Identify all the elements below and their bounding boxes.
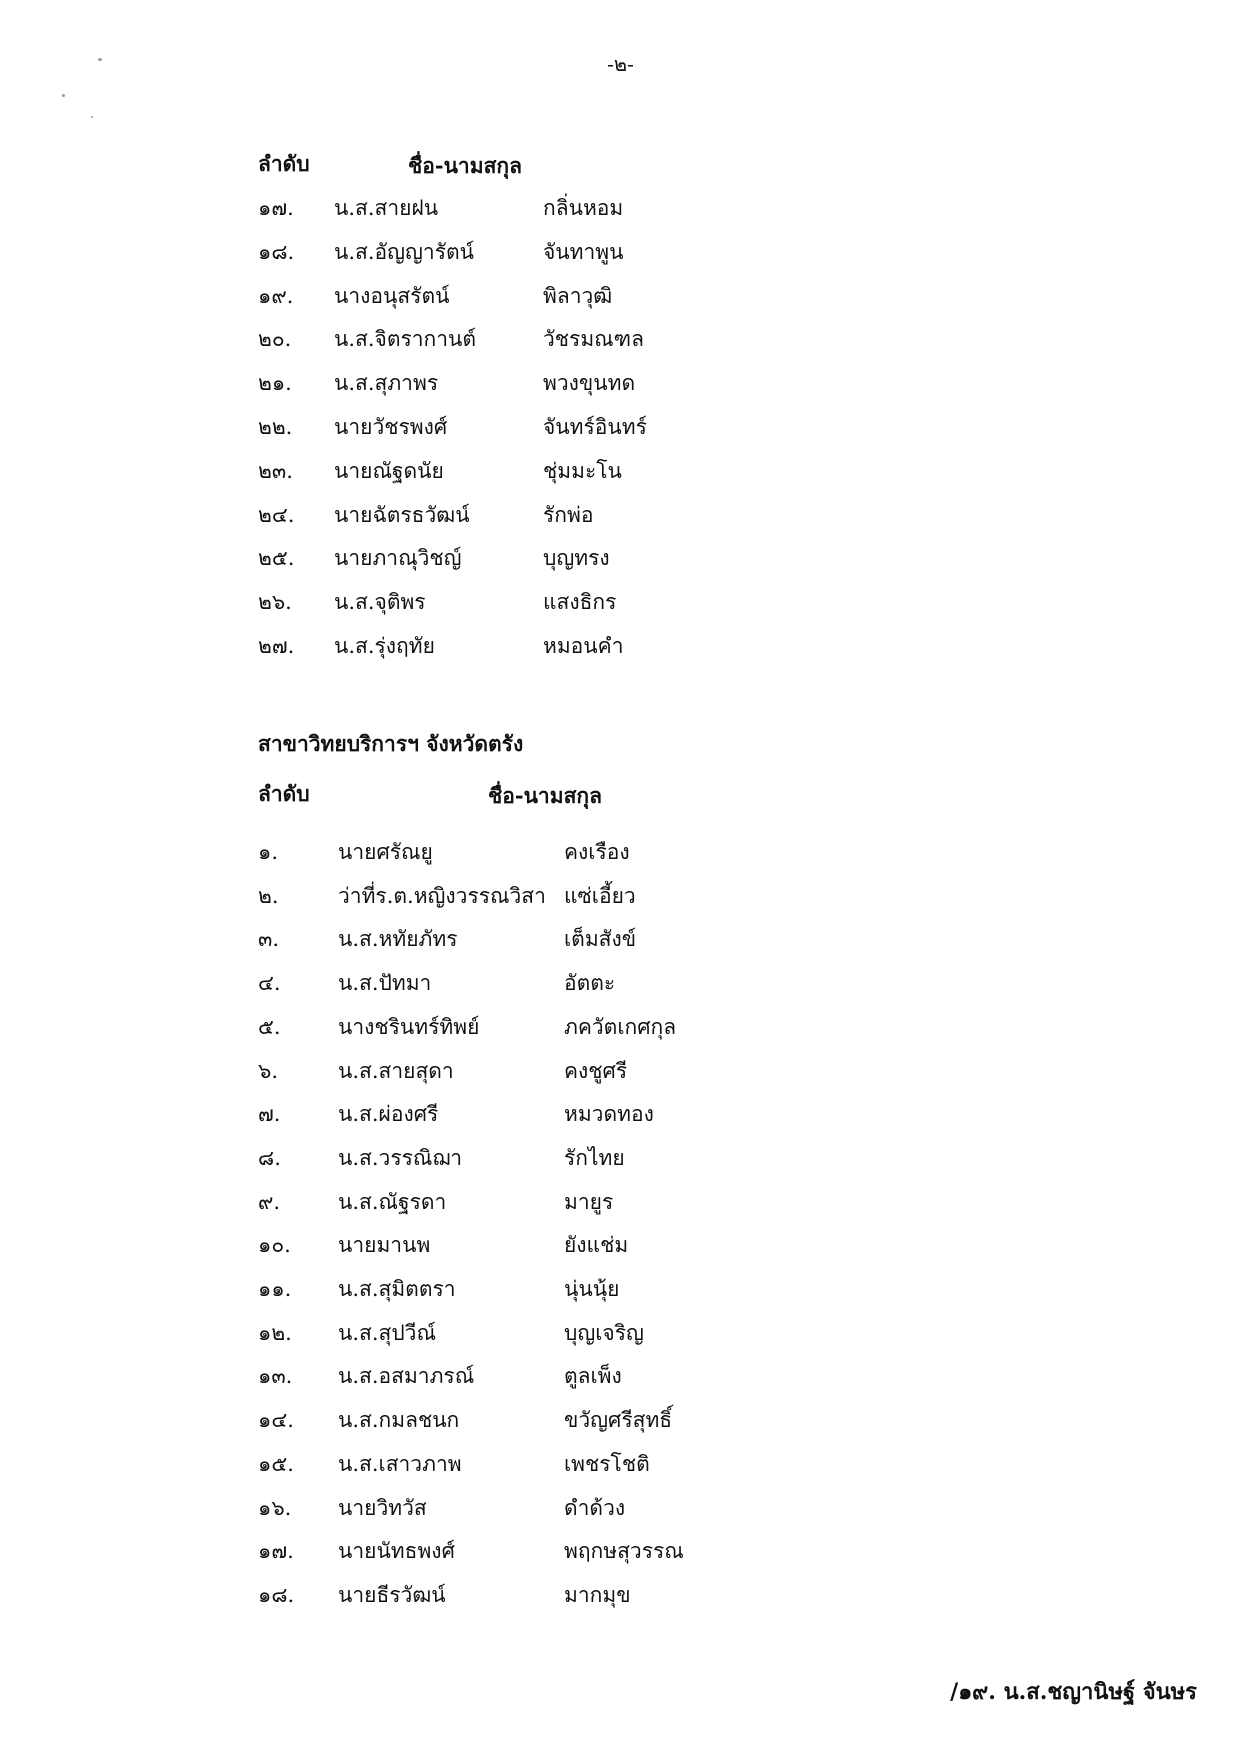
row-number: ๘. xyxy=(258,1145,281,1170)
row-last-name: ตูลเพ็ง xyxy=(564,1364,622,1389)
scan-speck xyxy=(62,94,65,97)
row-first-name: น.ส.เสาวภาพ xyxy=(338,1451,462,1476)
row-number: ๒๖. xyxy=(258,590,292,615)
row-number: ๒๐. xyxy=(258,327,292,352)
row-first-name: น.ส.สุปวีณ์ xyxy=(338,1320,436,1345)
row-last-name: วัชรมณฑล xyxy=(543,327,644,352)
table-row xyxy=(0,1055,900,1091)
row-last-name: หมวดทอง xyxy=(564,1102,654,1127)
table-row xyxy=(0,1317,900,1353)
row-number: ๙. xyxy=(258,1189,281,1214)
row-first-name: นายภาณุวิชญ์ xyxy=(334,546,462,571)
row-last-name: ภควัตเกศกุล xyxy=(564,1014,677,1039)
row-last-name: ขวัญศรีสุทธิ์ xyxy=(564,1408,673,1433)
row-number: ๒๑. xyxy=(258,371,292,396)
table-row xyxy=(0,542,900,578)
list2-header-name: ชื่อ-นามสกุล xyxy=(488,783,602,808)
table-row xyxy=(0,192,900,228)
row-first-name: นายฉัตรธวัฒน์ xyxy=(334,502,470,527)
row-last-name: กลิ่นหอม xyxy=(543,196,624,220)
row-number: ๑๗. xyxy=(258,196,294,220)
row-number: ๑๕. xyxy=(258,1451,294,1476)
table-row xyxy=(0,1579,900,1615)
row-last-name: บุญทรง xyxy=(543,546,610,571)
row-last-name: รักไทย xyxy=(564,1145,625,1170)
row-first-name: นางชรินทร์ทิพย์ xyxy=(338,1014,480,1039)
row-last-name: คงชูศรี xyxy=(564,1058,628,1083)
row-first-name: น.ส.รุ่งฤทัย xyxy=(334,634,435,658)
row-first-name: น.ส.จิตรากานต์ xyxy=(334,327,477,352)
row-number: ๒๓. xyxy=(258,458,293,483)
row-number: ๑๖. xyxy=(258,1495,292,1520)
row-last-name: ดำด้วง xyxy=(564,1495,626,1520)
table-row xyxy=(0,1273,900,1309)
row-number: ๑๗. xyxy=(258,1539,294,1564)
row-last-name: เพชรโชติ xyxy=(564,1451,650,1476)
row-first-name: น.ส.อัญญารัตน์ xyxy=(334,239,474,264)
row-last-name: พิลาวุฒิ xyxy=(543,283,613,308)
row-first-name: น.ส.จุติพร xyxy=(334,590,426,615)
row-number: ๕. xyxy=(258,1014,281,1039)
table-row xyxy=(0,1492,900,1528)
list2-header-order: ลำดับ xyxy=(258,781,310,806)
row-first-name: นายวัชรพงศ์ xyxy=(334,415,448,439)
row-last-name: หมอนคำ xyxy=(543,634,624,658)
table-row xyxy=(0,836,900,872)
table-row xyxy=(0,323,900,359)
row-number: ๑๐. xyxy=(258,1233,291,1258)
table-row xyxy=(0,236,900,272)
row-first-name: น.ส.ปัทมา xyxy=(338,971,432,996)
table-row xyxy=(0,880,900,916)
row-number: ๑๘. xyxy=(258,1582,295,1607)
row-number: ๒๕. xyxy=(258,546,295,571)
row-first-name: น.ส.หทัยภัทร xyxy=(338,927,458,952)
table-row xyxy=(0,1011,900,1047)
table-row xyxy=(0,967,900,1003)
row-first-name: นายธีรวัฒน์ xyxy=(338,1582,446,1607)
row-last-name: มากมุข xyxy=(564,1582,631,1607)
row-last-name: เต็มสังข์ xyxy=(564,927,637,952)
table-row xyxy=(0,280,900,316)
table-row xyxy=(0,1229,900,1265)
row-last-name: บุญเจริญ xyxy=(564,1320,644,1345)
row-number: ๑. xyxy=(258,840,279,864)
row-first-name: นายมานพ xyxy=(338,1233,431,1258)
row-last-name: คงเรือง xyxy=(564,840,630,864)
table-row xyxy=(0,1186,900,1222)
row-number: ๑๑. xyxy=(258,1277,292,1301)
row-number: ๓. xyxy=(258,927,280,952)
row-number: ๒๒. xyxy=(258,415,293,439)
table-row xyxy=(0,499,900,535)
row-first-name: นายนัทธพงศ์ xyxy=(338,1539,455,1564)
row-first-name: น.ส.ณัฐรดา xyxy=(338,1189,447,1214)
section2-title: สาขาวิทยบริการฯ จังหวัดตรัง xyxy=(258,731,524,756)
row-first-name: น.ส.สุมิตตรา xyxy=(338,1277,456,1301)
table-row xyxy=(0,1404,900,1440)
table-row xyxy=(0,923,900,959)
row-first-name: ว่าที่ร.ต.หญิงวรรณวิสา xyxy=(338,883,546,908)
row-last-name: พฤกษสุวรรณ xyxy=(564,1539,684,1564)
row-last-name: อัตตะ xyxy=(564,971,616,996)
row-last-name: รักพ่อ xyxy=(543,502,594,527)
scan-speck xyxy=(91,116,93,118)
row-first-name: นายณัฐดนัย xyxy=(334,458,444,483)
footer-continuation: /๑๙. น.ส.ชญานิษฐ์ จันษร xyxy=(950,1679,1197,1705)
row-first-name: นายวิทวัส xyxy=(338,1495,427,1520)
row-number: ๑๙. xyxy=(258,283,294,308)
row-last-name: แซ่เอี้ยว xyxy=(564,883,636,908)
table-row xyxy=(0,1098,900,1134)
row-number: ๖. xyxy=(258,1058,279,1083)
table-row xyxy=(0,455,900,491)
table-row xyxy=(0,411,900,447)
row-last-name: จันทาพูน xyxy=(543,239,624,264)
row-number: ๑๒. xyxy=(258,1320,292,1345)
table-row xyxy=(0,1142,900,1178)
list1-header-name: ชื่อ-นามสกุล xyxy=(408,153,522,178)
row-number: ๒. xyxy=(258,883,279,908)
row-first-name: น.ส.วรรณิฌา xyxy=(338,1145,463,1170)
list1-header-order: ลำดับ xyxy=(258,151,310,176)
row-number: ๑๘. xyxy=(258,239,295,264)
row-last-name: ยังแช่ม xyxy=(564,1233,629,1258)
row-last-name: มายูร xyxy=(564,1189,614,1214)
scan-speck xyxy=(98,58,102,61)
row-first-name: น.ส.กมลชนก xyxy=(338,1408,460,1433)
row-number: ๒๗. xyxy=(258,634,295,658)
table-row xyxy=(0,586,900,622)
table-row xyxy=(0,1535,900,1571)
row-last-name: นุ่นนุ้ย xyxy=(564,1277,620,1301)
table-row xyxy=(0,630,900,666)
row-number: ๔. xyxy=(258,971,281,996)
page-number: -๒- xyxy=(607,52,634,76)
row-last-name: พวงขุนทด xyxy=(543,371,636,396)
row-first-name: นายศรัณยู xyxy=(338,840,433,864)
row-number: ๑๔. xyxy=(258,1408,294,1433)
row-first-name: น.ส.สายสุดา xyxy=(338,1058,454,1083)
table-row xyxy=(0,1448,900,1484)
table-row xyxy=(0,1360,900,1396)
row-last-name: แสงธิกร xyxy=(543,590,617,615)
row-first-name: นางอนุสรัตน์ xyxy=(334,283,450,308)
row-first-name: น.ส.สายฝน xyxy=(334,196,439,220)
row-number: ๗. xyxy=(258,1102,281,1127)
row-last-name: ชุ่มมะโน xyxy=(543,458,622,483)
row-number: ๑๓. xyxy=(258,1364,293,1389)
table-row xyxy=(0,367,900,403)
row-first-name: น.ส.อสมาภรณ์ xyxy=(338,1364,475,1389)
row-number: ๒๔. xyxy=(258,502,295,527)
row-first-name: น.ส.สุภาพร xyxy=(334,371,439,396)
row-first-name: น.ส.ผ่องศรี xyxy=(338,1102,439,1127)
row-last-name: จันทร์อินทร์ xyxy=(543,415,647,439)
